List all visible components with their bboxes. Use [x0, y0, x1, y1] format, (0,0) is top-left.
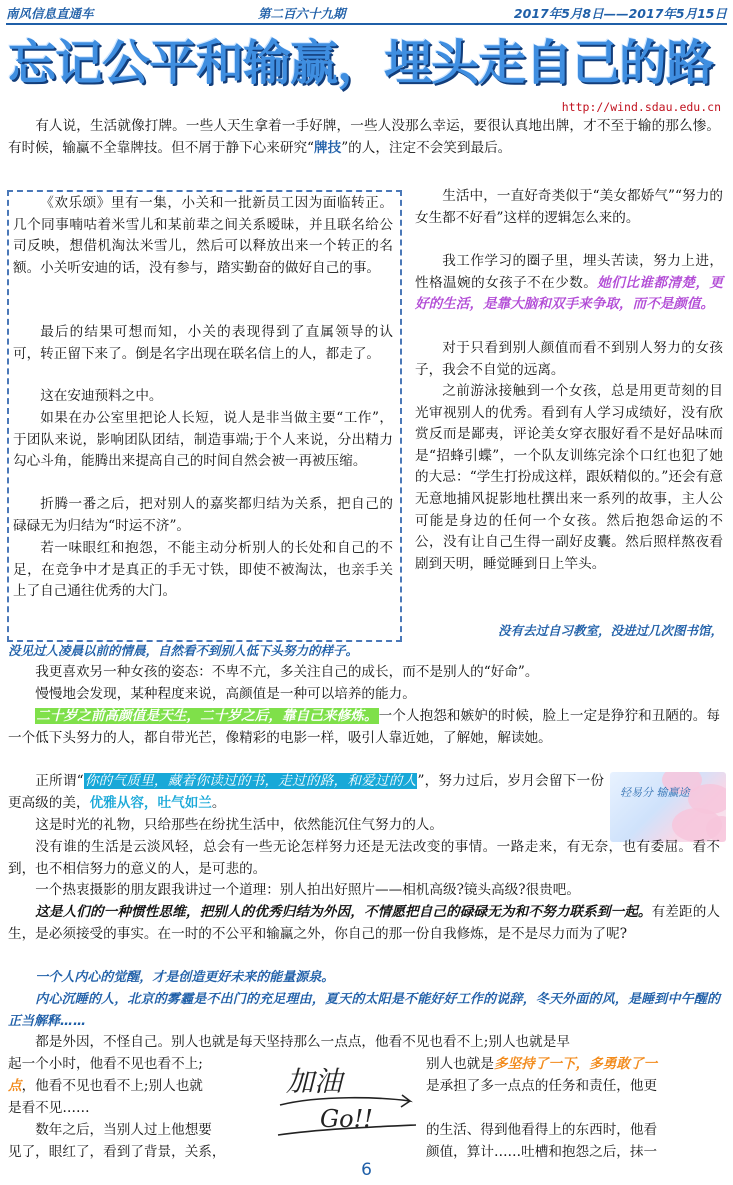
box-paragraph-4: 如果在办公室里把论人长短，说人是非当做主要“工作”，于团队来说，影响团队团结，制造事端;于个人来说，分出精力勾心斗角，能腾出来提高自己的时间自然会被一再被压缩。	[13, 410, 393, 470]
right-paragraph-5-text: 没有去过自习教室，没进过几次图书馆，	[497, 623, 723, 638]
body-line-1: 我更喜欢另一种女孩的姿态：不卑不亢，多关注自己的成长，而不是别人的“好命”。	[35, 664, 539, 680]
newsletter-name: 南风信息直通车	[6, 6, 94, 21]
right-paragraph-2-text: 我工作学习的圈子里，埋头苦读，努力上进，性格温婉的女孩子不在少数。	[415, 253, 723, 291]
right-paragraph-2-highlight: 她们比谁都清楚，更好的生活，是靠大脑和双手来争取，而不是颜值。	[415, 274, 724, 313]
box-paragraph-2: 最后的结果可想而知，小关的表现得到了直属领导的认可，转正留下来了。倒是名字出现在联名信上的人，都走了。	[13, 324, 393, 362]
issue-number: 第二百六十九期	[258, 6, 346, 21]
body-line-12-right-text: 别人也就是	[426, 1056, 494, 1072]
intro-highlight: 牌技	[314, 139, 342, 156]
body-paragraph-6: 没有谁的生活是云淡风轻，总会有一些无论怎样努力还是无法改变的事情。一路走来，有无奈，也有委屈。看不到，也不相信努力的意义的人，是可悲的。	[8, 839, 720, 877]
intro-text-1: 有人说，生活就像打牌。一些人天生拿着一手好牌，一些人没那么幸运，要很认真地出牌，才不至于输的那么惨。有时候，输赢不全靠牌技。但不屑于静下心来研究“	[8, 118, 720, 156]
source-link[interactable]: http://wind.sdau.edu.cn	[561, 100, 721, 114]
body-paragraph-8-bold: 这是人们的一种惯性思维，把别人的优秀归结为外因，不情愿把自己的碌碌无为和不努力联系到一起。	[35, 904, 652, 920]
box-paragraph-6: 若一味眼红和抱怨，不能主动分析别人的长处和自己的不足，在竞争中才是真正的手无寸铁，即使不被淘汰，也亲手关上了自己通往优秀的大门。	[13, 540, 393, 600]
body-line-16-right: 颜值，算计……吐槽和抱怨之后，抹一	[426, 1144, 658, 1160]
body-line-13-left-text: ，他看不见也看不上;别人也就	[21, 1078, 203, 1094]
signature-line-2: Go!!	[320, 1105, 373, 1133]
body-line-2: 慢慢地会发现，某种程度来说，高颜值是一种可以培养的能力。	[35, 686, 416, 702]
body-paragraph-10-text: 内心沉睡的人，北京的雾霾是不出门的充足理由，夏天的太阳是不能好好工作的说辞，冬天外面的风，是睡到中午醒的正当解释……	[8, 992, 720, 1029]
body-paragraph-4-text-a: 正所谓“	[35, 773, 84, 789]
body-line-9	[8, 967, 720, 989]
body-paragraph-3	[8, 706, 720, 749]
box-paragraph-3: 这在安迪预料之中。	[40, 388, 163, 404]
article-title: 忘记公平和输赢，埋头走自己的路	[8, 35, 714, 91]
page-number: 6	[361, 1160, 372, 1180]
body-line-5: 这是时光的礼物，只给那些在纷扰生活中，依然能沉住气努力的人。	[35, 817, 443, 833]
body-line-12-right	[426, 1054, 722, 1076]
body-line-16-left: 见了，眼红了，看到了背景，关系，	[8, 1144, 226, 1160]
span-line	[8, 640, 720, 663]
issue-date-range: 2017年5月8日——2017年5月15日	[513, 6, 727, 21]
intro-paragraph	[8, 116, 720, 159]
body-paragraph-3-text: 一个人抱怨和嫉妒的时候，脸上一定是狰狞和丑陋的。每一个低下头努力的人，都自带光芒，像精彩的电影一样，吸引人靠近她，了解她，解读她。	[8, 708, 720, 746]
body-line-15-right: 的生活、得到他看得上的东西时，他看	[426, 1122, 658, 1138]
handwritten-signature	[270, 1055, 420, 1147]
body-line-12-left: 起一个小时，他看不见也看不上;	[8, 1056, 203, 1072]
body-paragraph-4	[8, 771, 604, 814]
right-paragraph-3: 对于只看到别人颜值而看不到别人努力的女孩子，我会不自觉的远离。	[415, 340, 723, 378]
body-paragraph-4-text-b: ”，努力过后，岁月会留下一份更高级的美，	[8, 773, 605, 811]
body-paragraph-4-quote: 你的气质里，藏着你读过的书，走过的路，和爱过的人	[84, 773, 417, 789]
header-divider	[6, 23, 727, 25]
signature-line-1: 加油	[286, 1065, 343, 1098]
body-line-13-left	[8, 1076, 270, 1098]
body-paragraph-8-text: 有差距的人生，是必须接受的事实。在一时的不公平和输赢之外，你自己的那一份自我修炼，是不是尽力而为了呢?	[8, 904, 720, 942]
right-paragraph-1: 生活中，一直好奇类似于“美女都娇气”“努力的女生都不好看”这样的逻辑怎么来的。	[415, 188, 723, 226]
body-line-7: 一个热衷摄影的朋友跟我讲过一个道理：别人拍出好照片——相机高级?镜头高级?很贵吧。	[35, 882, 580, 898]
body-line-13-right: 是承担了多一点点的任务和责任，他更	[426, 1078, 658, 1094]
right-paragraph-2	[415, 251, 723, 316]
body-paragraph-4-text-d: 。	[211, 794, 226, 811]
body-paragraph-10	[8, 989, 720, 1032]
box-paragraph-5: 折腾一番之后，把对别人的嘉奖都归结为关系，把自己的碌碌无为归结为“时运不济”。	[13, 496, 393, 534]
span-line-text: 没见过人凌晨以前的情晨，自然看不到别人低下头努力的样子。	[8, 643, 359, 658]
box-paragraph-1: 《欢乐颂》里有一集，小关和一批新员工因为面临转正。几个同事喃咕着米雪儿和某前辈之间关系暧昧，并且联名给公司反映，想借机淘汰米雪儿，然后可以释放出来一个转正的名额。小关听安迪的话，没有参与，踏实勤奋的做好自己的事。	[13, 195, 393, 276]
body-line-9-text: 一个人内心的觉醒，才是创造更好未来的能量源泉。	[35, 970, 335, 985]
photo-caption: 轻易分 输赢途	[620, 786, 690, 799]
right-paragraph-4: 之前游泳接触到一个女孩，总是用更苛刻的目光审视别人的优秀。看到有人学习成绩好，没有欣赏反而是鄙夷，评论美女穿衣服好看不是好品味而是“招蜂引蝶”，一个队友训练完涂个口红也犯了她的大忌：“学生打扮成这样，跟妖精似的。”还会有意无意地捕风捉影地杜撰出来一系列的故事，主人公可能是身边的任何一个女孩。然后抱怨命运的不公，没有让自己生得一副好皮囊。然后照样熬夜看剧到天明，睡觉睡到日上竿头。	[415, 383, 723, 572]
body-line-12-highlight: 多坚持了一下，多勇敢了一	[493, 1056, 658, 1072]
page-header	[6, 4, 727, 22]
body-line-13-highlight: 点	[8, 1078, 22, 1094]
body-paragraph-8	[8, 902, 720, 945]
body-line-15-left: 数年之后，当别人过上他想要	[35, 1122, 212, 1138]
body-paragraph-4-highlight: 优雅从容，吐气如兰	[89, 794, 212, 811]
body-paragraph-3-highlight: 二十岁之前高颜值是天生，二十岁之后，靠自己来修炼。	[36, 708, 378, 724]
body-line-14-left: 是看不见……	[8, 1100, 90, 1116]
body-line-11: 都是外因，不怪自己。别人也就是每天坚持那么一点点，他看不见也看不上;别人也就是早	[35, 1034, 570, 1050]
intro-text-2: ”的人，注定不会笑到最后。	[341, 139, 512, 156]
